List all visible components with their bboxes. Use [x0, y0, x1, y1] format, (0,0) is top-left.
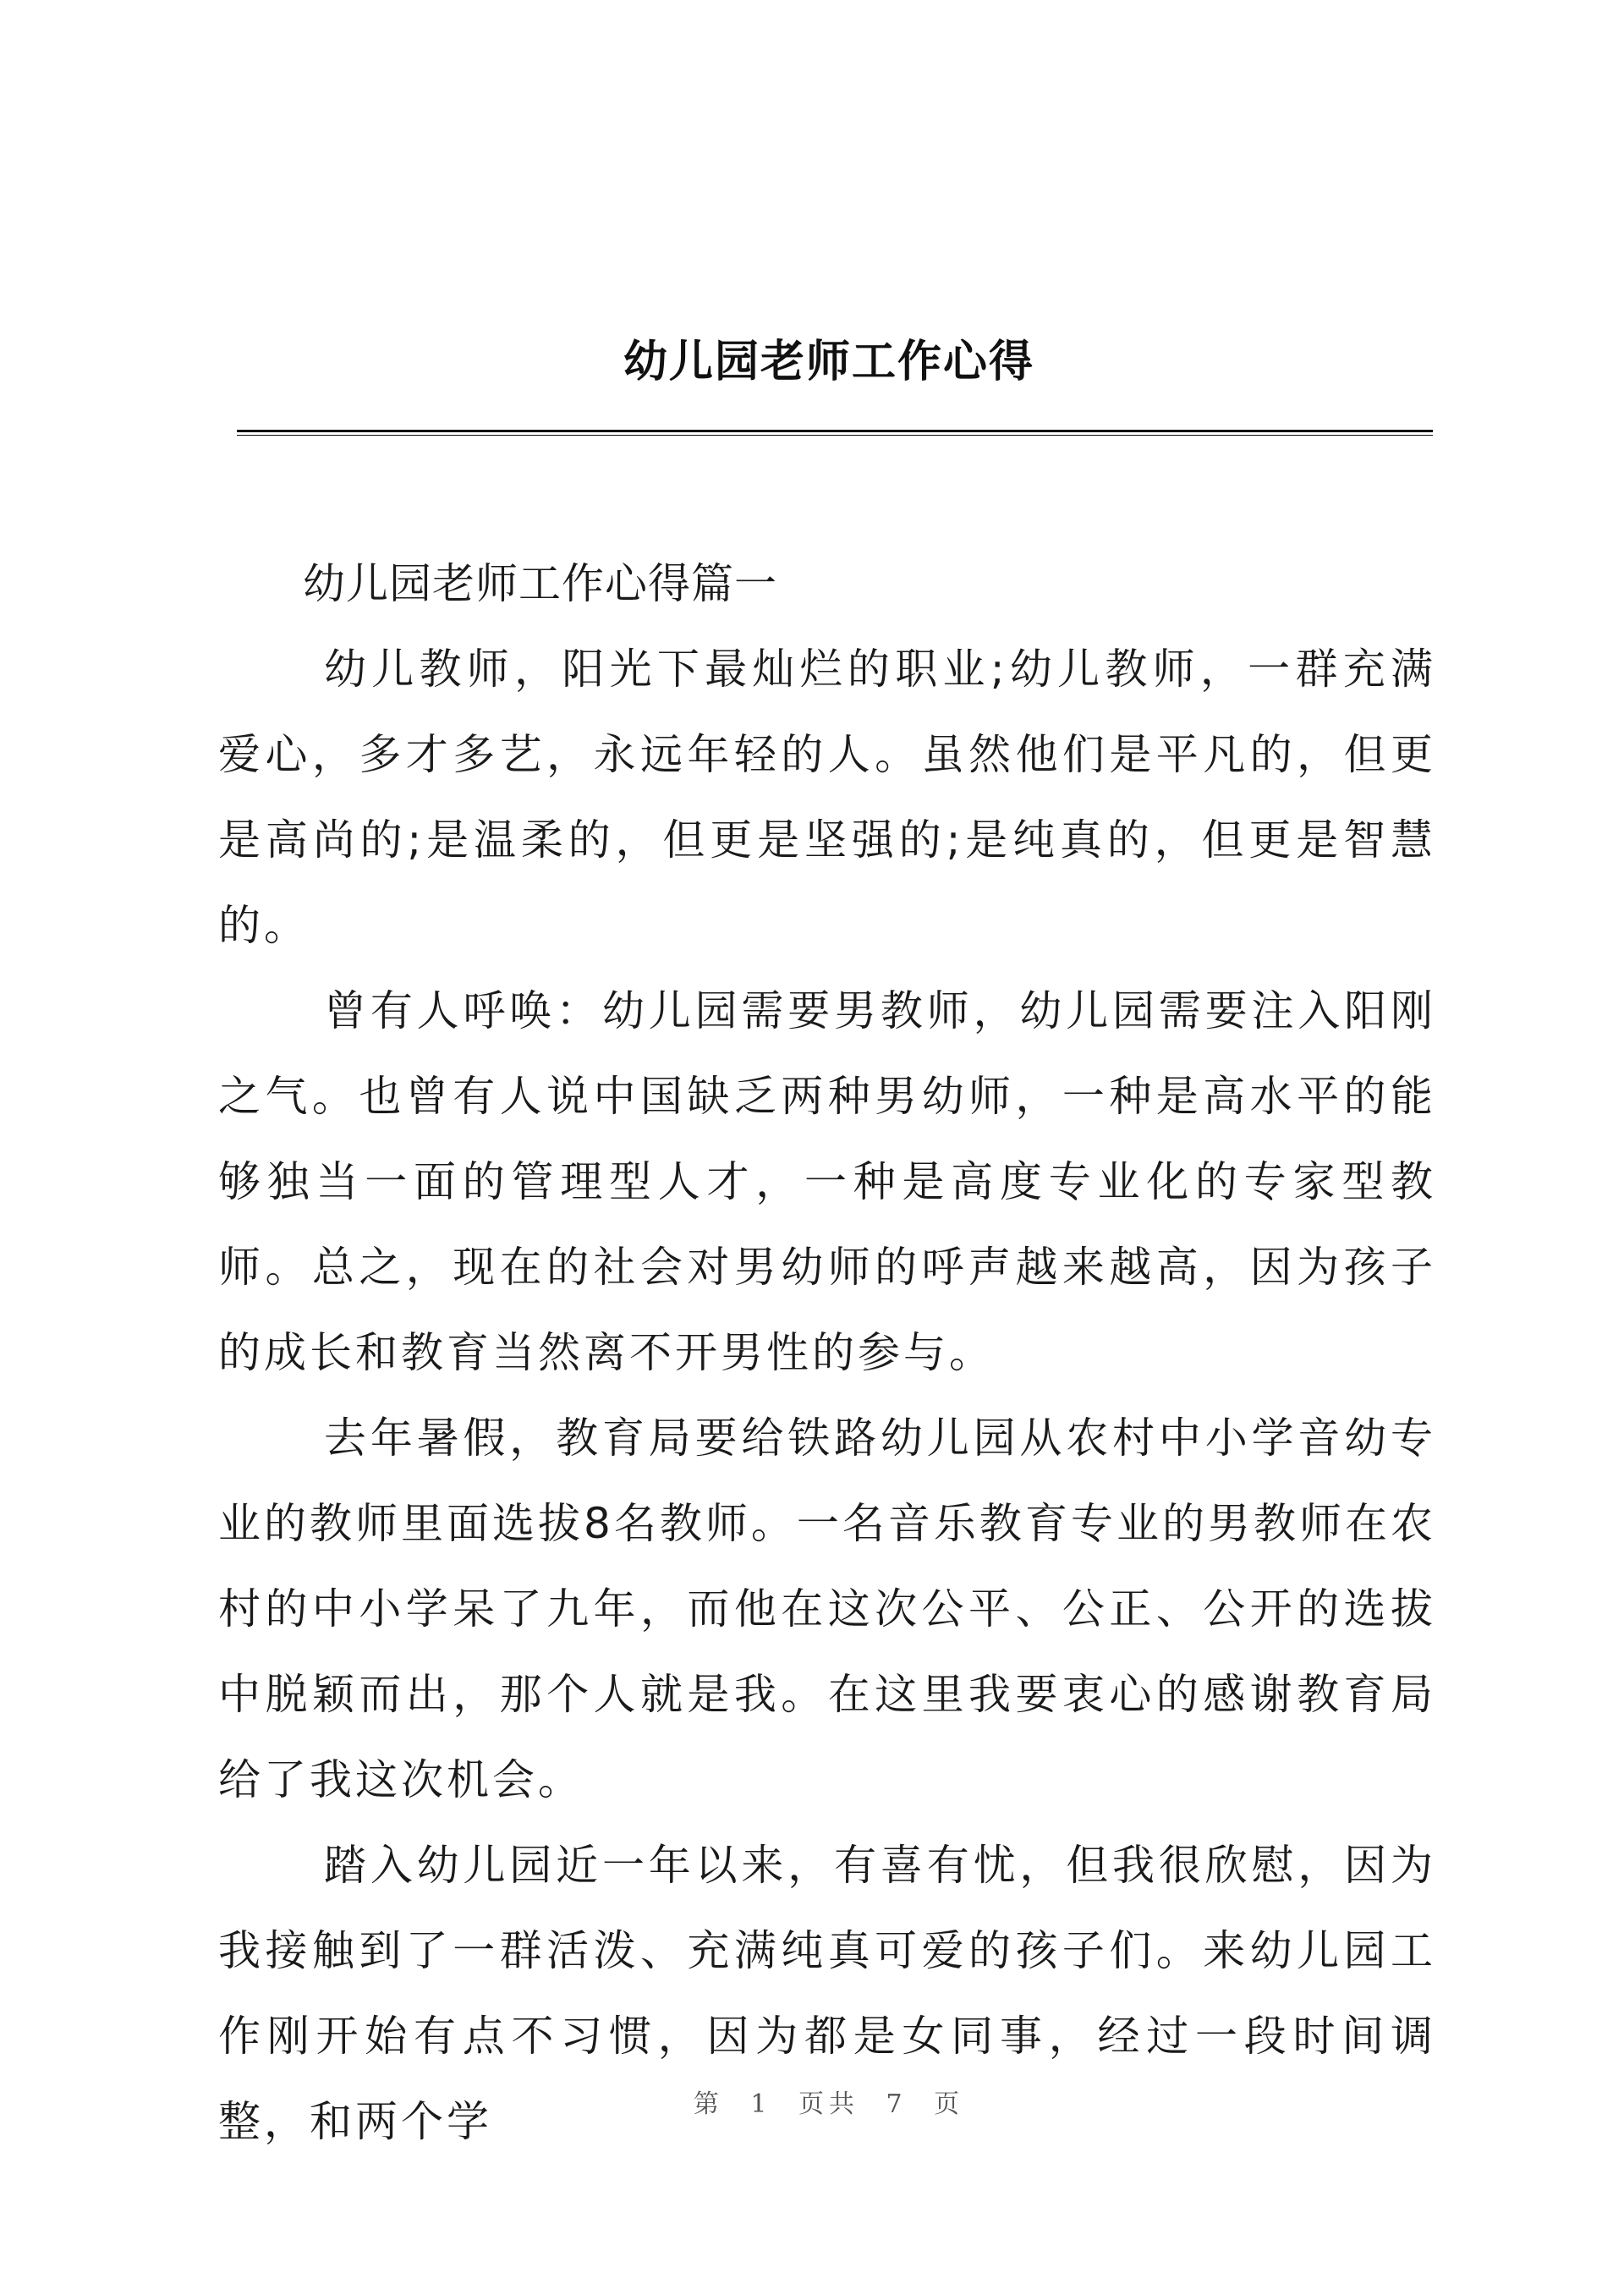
page-number-footer: 第 1 页共 7 页 — [693, 2089, 965, 2119]
document-body — [218, 541, 1436, 2165]
title-divider-thin — [237, 435, 1433, 436]
paragraph: 踏入幼儿园近一年以来，有喜有忧，但我很欣慰，因为我接触到了一群活泼、充满纯真可爱的孩子们。来幼儿园工作刚开始有点不习惯，因为都是女同事，经过一段时间调整，和两个学 — [218, 1841, 1436, 2146]
document-title: 幼儿园老师工作心得 — [623, 336, 1034, 387]
title-divider — [237, 430, 1433, 432]
section-heading: 幼儿园老师工作心得篇一 — [303, 559, 777, 608]
paragraph: 幼儿教师，阳光下最灿烂的职业;幼儿教师，一群充满爱心，多才多艺，永远年轻的人。虽然他们是平凡的，但更是高尚的;是温柔的，但更是坚强的;是纯真的，但更是智慧的。 — [218, 645, 1436, 950]
paragraph: 曾有人呼唤：幼儿园需要男教师，幼儿园需要注入阳刚之气。也曾有人说中国缺乏两种男幼师，一种是高水平的能够独当一面的管理型人才，一种是高度专业化的专家型教师。总之，现在的社会对男幼师的呼声越来越高，因为孩子的成长和教育当然离不开男性的参与。 — [218, 986, 1436, 1377]
paragraph: 去年暑假，教育局要给铁路幼儿园从农村中小学音幼专业的教师里面选拔8名教师。一名音乐教育专业的男教师在农村的中小学呆了九年，而他在这次公平、公正、公开的选拔中脱颖而出，那个人就是我。在这里我要衷心的感谢教育局给了我这次机会。 — [218, 1414, 1436, 1804]
